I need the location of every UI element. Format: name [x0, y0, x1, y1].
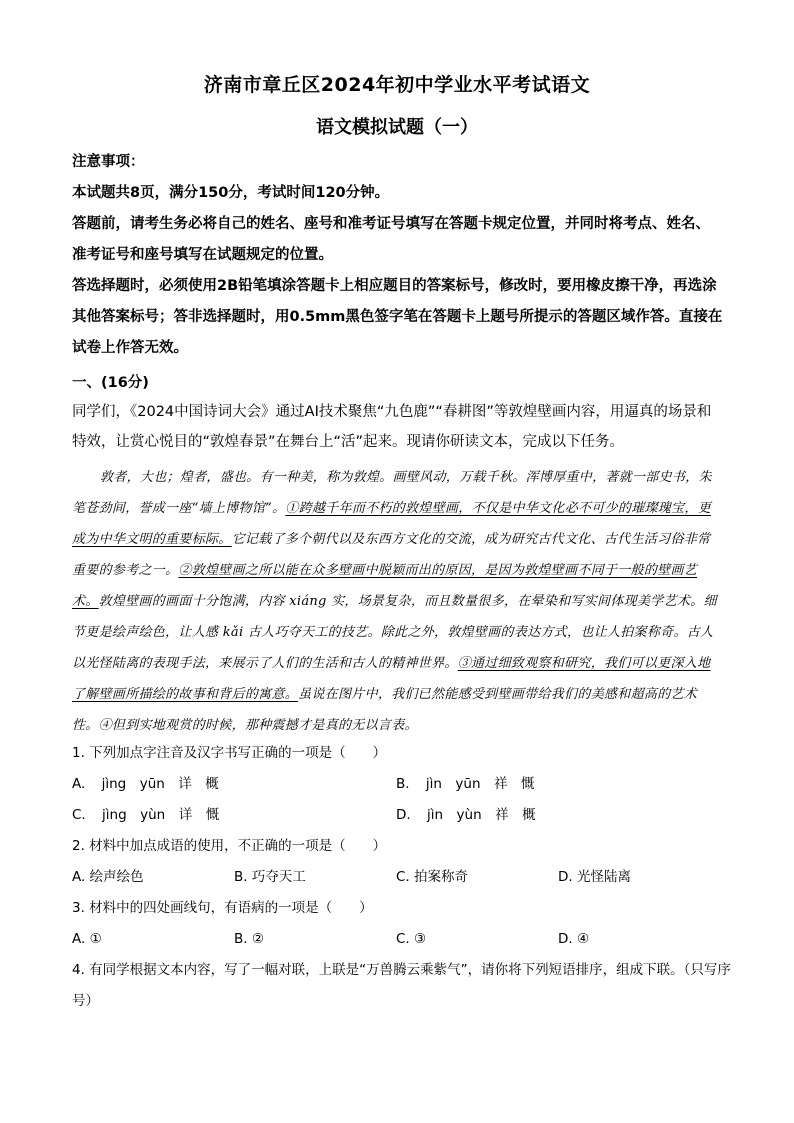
intro-text: 同学们，《2024中国诗词大会》通过AI技术聚焦“九色鹿”“春耕图”等敦煌壁画内容，用逼真的场景和特效，让赏心悦目的“敦煌春景”在舞台上“活”起来。现请你研读文本，完成以下任务。 [72, 404, 712, 450]
passage-paragraph [72, 462, 718, 741]
question-list [72, 738, 732, 1017]
passage-text: 敦煌壁画的画面十分饱满，内容 xiáng 实，场景复杂，而且数量很多，在晕染和写实间体现美学艺术。细节更是绘声绘色，让人感 kǎi 古人巧夺天工的技艺。除此之外，敦煌壁画的表达方式，也让人拍案称奇。古人以光怪陆离的表现手法，来展示了人们的生活和古人的精神世界。 [72, 594, 717, 671]
option-row [72, 862, 732, 893]
question-stem: 2. 材料中加点成语的使用，不正确的一项是（ ） [72, 838, 387, 854]
passage-text: 虽说在图片中，我们已然能感受到壁画带给我们的美感和超高的艺术性。④但到实地观赏的时候，那种震撼才是真的无以言表。 [72, 687, 698, 733]
section-intro [72, 397, 722, 457]
notes-item: 本试题共8页，满分150分，考试时间120分钟。 [72, 185, 390, 201]
reading-passage [72, 462, 718, 741]
option-b: B. jìn yūn 祥 慨 [396, 776, 535, 792]
option-d: D. jìn yùn 祥 概 [396, 807, 536, 823]
passage-text: 敦者，大也；煌者，盛也。有一种美，称为敦煌。画壁风动，万载千秋。浑博厚重中，著就一部史书，朱笔苍劲间，誉成一座“墙上博物馆”。 [72, 470, 712, 516]
option-a: A. jìng yūn 详 概 [72, 776, 219, 792]
underlined-sentence-3: ③通过细致观察和研究，我们可以更深入地了解壁画所描绘的故事和背后的寓意。 [72, 656, 711, 702]
notes-heading: 注意事项： [72, 154, 145, 170]
exam-notes [72, 147, 724, 364]
passage-text: 它记载了多个朝代以及东西方文化的交流，成为研究古代文化、古代生活习俗非常重要的参考之一。 [72, 532, 711, 578]
option-b: B. ② [234, 931, 264, 947]
option-b: B. 巧夺天工 [234, 869, 306, 885]
notes-item: 答题前，请考生务必将自己的姓名、座号和准考证号填写在答题卡规定位置，并同时将考点、姓名、准考证号和座号填写在试题规定的位置。 [72, 216, 710, 263]
question-stem: 1. 下列加点字注音及汉字书写正确的一项是（ ） [72, 745, 387, 761]
option-a: A. 绘声绘色 [72, 869, 144, 885]
underlined-sentence-2: ②敦煌壁画之所以能在众多壁画中脱颖而出的原因，是因为敦煌壁画不同于一般的壁画艺术。 [72, 563, 698, 609]
notes-item: 答选择题时，必须使用2B铅笔填涂答题卡上相应题目的答案标号，修改时，要用橡皮擦干净，再选涂其他答案标号；答非选择题时，用0.5mm黑色签字笔在答题卡上题号所提示的答题区域作答。直接在试卷上作答无效。 [72, 278, 723, 356]
option-row [72, 800, 732, 831]
option-c: C. jìng yùn 详 慨 [72, 807, 220, 823]
question-stem: 3. 材料中的四处画线句，有语病的一项是（ ） [72, 900, 373, 916]
option-row [72, 924, 732, 955]
option-d: D. 光怪陆离 [558, 869, 631, 885]
page-title: 济南市章丘区2024年初中学业水平考试语文 [203, 74, 591, 96]
page-subtitle: 语文模拟试题（一） [316, 117, 478, 138]
option-c: C. ③ [396, 931, 427, 947]
section-heading: 一、(16分) [72, 375, 149, 391]
underlined-sentence-1: ①跨越千年而不朽的敦煌壁画，不仅是中华文化必不可少的璀璨瑰宝，更成为中华文明的重要标际。 [72, 501, 712, 547]
option-d: D. ④ [558, 931, 590, 947]
option-a: A. ① [72, 931, 102, 947]
question-stem: 4. 有同学根据文本内容，写了一幅对联，上联是“万兽腾云乘紫气”，请你将下列短语排序，组成下联。（只写序号） [72, 962, 731, 1009]
option-c: C. 拍案称奇 [396, 869, 469, 885]
option-row [72, 769, 732, 800]
